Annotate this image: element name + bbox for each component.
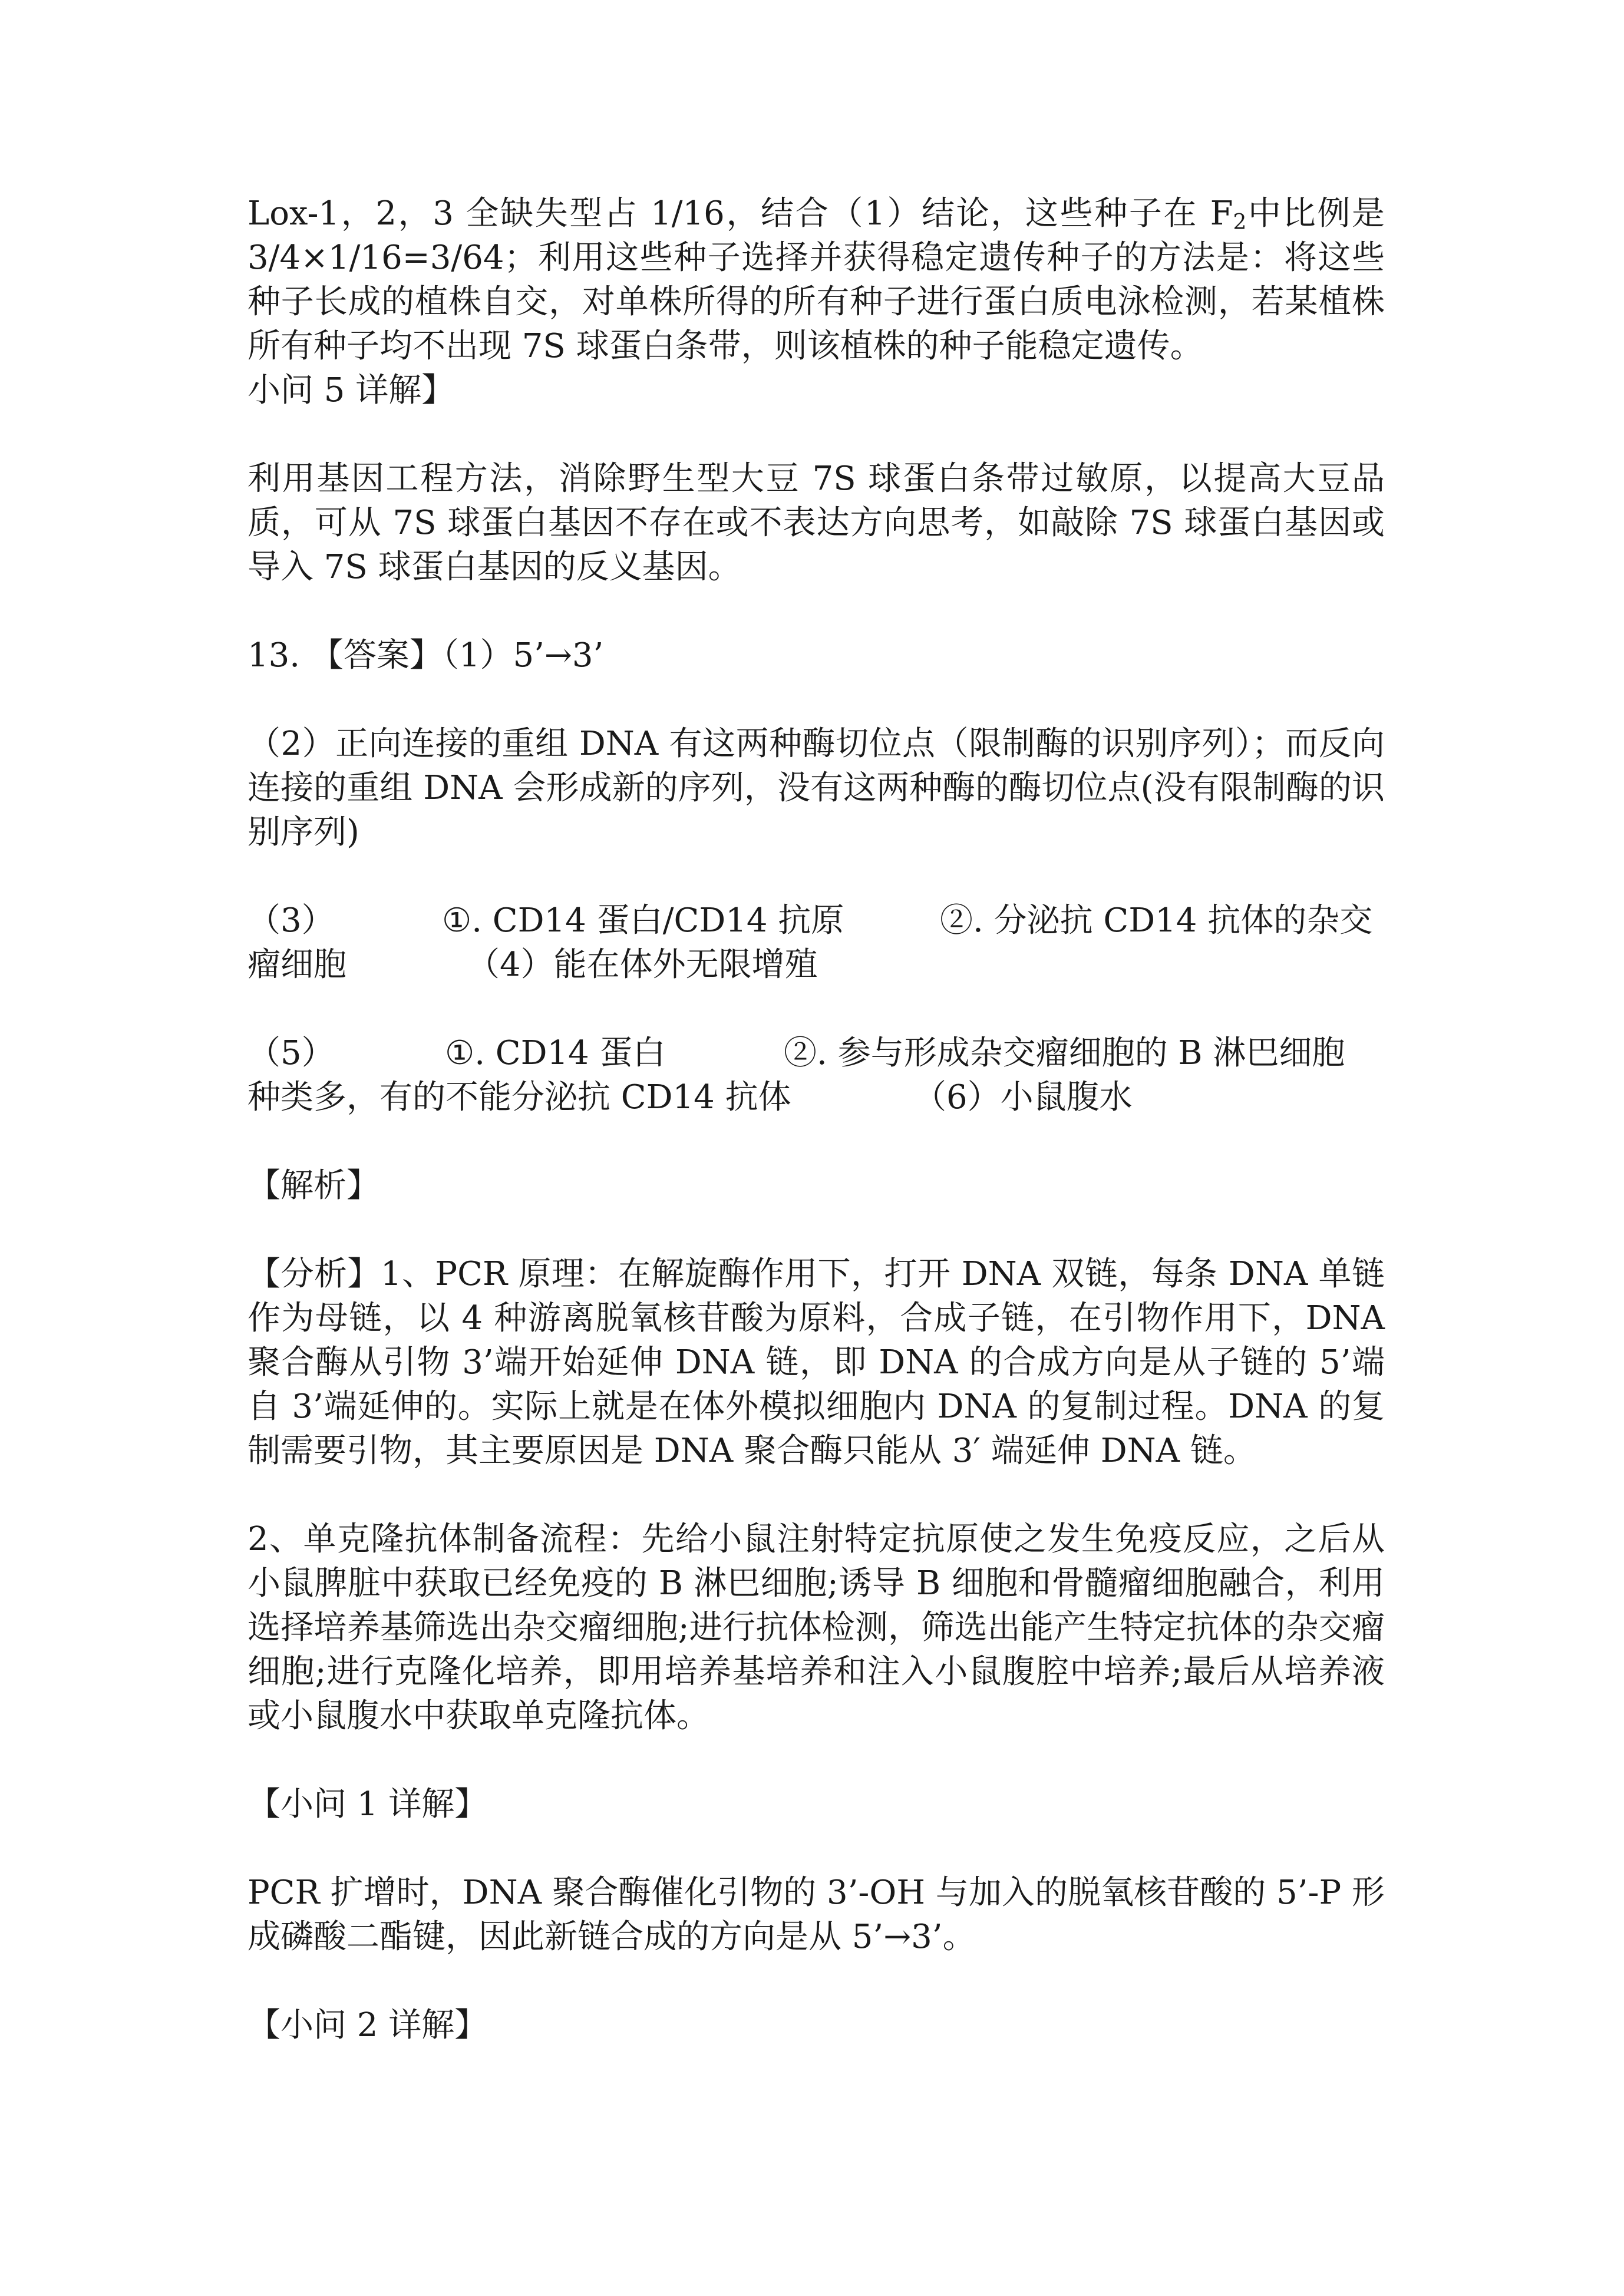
subscript: 2	[1233, 210, 1247, 234]
text-run: 中比例是 3/4×1/16=3/64；利用这些种子选择并获得稳定遗传种子的方法是：将这些种子长成的植株自交，对单株所得的所有种子进行蛋白质电泳检测，若某植株所有种子均不出现 7S 球蛋白条带，则该植株的种子能稳定遗传。	[247, 194, 1385, 365]
answer-3-item-2: ②. 分泌抗 CD14 抗体的杂交	[940, 901, 1373, 940]
answer-6: （6）小鼠腹水	[913, 1078, 1133, 1116]
answer-5-label: （5）	[247, 1034, 335, 1072]
answer-4: （4）能在体外无限增殖	[467, 946, 818, 984]
answer-3-item-2-cont: 瘤细胞	[247, 946, 346, 984]
answer-part-5-6	[247, 1031, 1385, 1119]
heading-q2-detail: 【小问 2 详解】	[247, 2006, 488, 2044]
document-body	[247, 191, 1385, 2047]
answer-3-item-1: ①. CD14 蛋白/CD14 抗原	[442, 901, 844, 940]
heading-q1-detail: 【小问 1 详解】	[247, 1785, 488, 1823]
heading-jiexi: 【解析】	[247, 1167, 379, 1205]
answer-5-item-2-cont: 种类多，有的不能分泌抗 CD14 抗体	[247, 1078, 791, 1116]
answer-part-2: （2）正向连接的重组 DNA 有这两种酶切位点（限制酶的识别序列）；而反向连接的重组 DNA 会形成新的序列，没有这两种酶的酶切位点(没有限制酶的识别序列)	[247, 725, 1385, 851]
answer-13-header: 13. 【答案】（1）5’→3’	[247, 636, 604, 675]
text-run: Lox-1，2，3 全缺失型占 1/16，结合（1）结论，这些种子在 F	[247, 194, 1233, 233]
answer-5-item-1: ①. CD14 蛋白	[445, 1034, 666, 1072]
paragraph-q5-detail: 利用基因工程方法，消除野生型大豆 7S 球蛋白条带过敏原，以提高大豆品质，可从 7S 球蛋白基因不存在或不表达方向思考，如敲除 7S 球蛋白基因或导入 7S 球蛋白基因的反义基因。	[247, 460, 1385, 586]
answer-5-item-2: ②. 参与形成杂交瘤细胞的 B 淋巴细胞	[784, 1034, 1345, 1072]
answer-3-label: （3）	[247, 901, 335, 940]
answer-part-3-4	[247, 898, 1385, 987]
heading-q5-detail: 小问 5 详解】	[247, 371, 455, 409]
paragraph-analysis-pcr: 【分析】1、PCR 原理：在解旋酶作用下，打开 DNA 双链，每条 DNA 单链作为母链，以 4 种游离脱氧核苷酸为原料，合成子链，在引物作用下，DNA 聚合酶从引物 3’端开始延伸 DNA 链，即 DNA 的合成方向是从子链的 5’端自 3’端延伸的。实际上就是在体外模拟细胞内 DNA 的复制过程。DNA 的复制需要引物，其主要原因是 DNA 聚合酶只能从 3′ 端延伸 DNA 链。	[247, 1255, 1385, 1470]
paragraph-lox-conclusion	[247, 191, 1385, 368]
paragraph-q1-detail: PCR 扩增时，DNA 聚合酶催化引物的 3’-OH 与加入的脱氧核苷酸的 5’-P 形成磷酸二酯键，因此新链合成的方向是从 5’→3’。	[247, 1874, 1385, 1956]
paragraph-analysis-monoclonal: 2、单克隆抗体制备流程：先给小鼠注射特定抗原使之发生免疫反应，之后从小鼠脾脏中获取已经免疫的 B 淋巴细胞;诱导 B 细胞和骨髓瘤细胞融合，利用选择培养基筛选出杂交瘤细胞;进行抗体检测，筛选出能产生特定抗体的杂交瘤细胞;进行克隆化培养，即用培养基培养和注入小鼠腹腔中培养;最后从培养液或小鼠腹水中获取单克隆抗体。	[247, 1520, 1385, 1735]
